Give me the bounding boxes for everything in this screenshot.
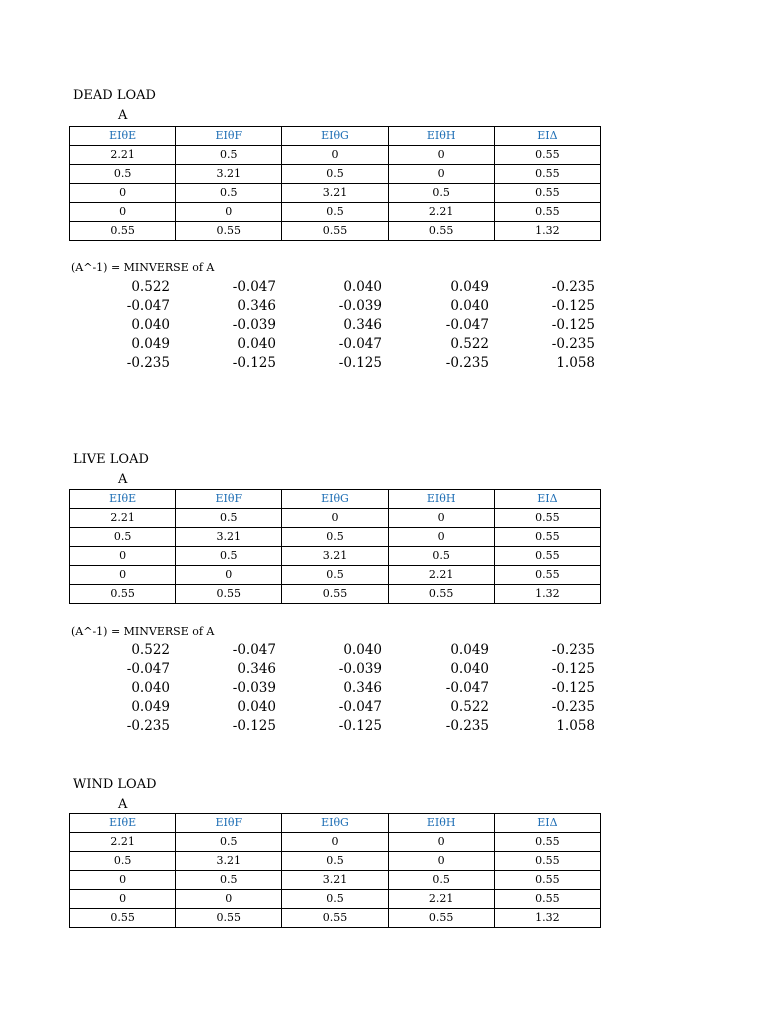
table-cell: 0.55: [176, 222, 282, 241]
table-cell: 1.32: [494, 585, 600, 604]
table-cell: 0.5: [282, 165, 388, 184]
inverse-value: -0.047: [338, 699, 382, 715]
inverse-label-live-load: (A^-1) = MINVERSE of A: [71, 625, 215, 638]
inverse-value: -0.047: [338, 336, 382, 352]
matrix-label-live-load: A: [118, 472, 128, 487]
table-cell: 3.21: [282, 547, 388, 566]
inverse-value: 1.058: [556, 718, 595, 734]
inverse-value: 0.040: [343, 279, 382, 295]
inverse-value: -0.125: [551, 661, 595, 677]
inverse-value: -0.125: [338, 718, 382, 734]
table-cell: 0.5: [388, 547, 494, 566]
table-row: [70, 852, 601, 871]
table-cell: 2.21: [388, 890, 494, 909]
table-cell: 0.5: [176, 184, 282, 203]
column-header: EIθH: [388, 814, 494, 833]
table-cell: 0.55: [494, 509, 600, 528]
inverse-value: 0.522: [450, 699, 489, 715]
table-row: [70, 909, 601, 928]
table-cell: 0: [176, 890, 282, 909]
table-cell: 2.21: [70, 146, 176, 165]
table-cell: 0.5: [176, 547, 282, 566]
inverse-value: -0.125: [551, 298, 595, 314]
column-header: EIθF: [176, 814, 282, 833]
table-cell: 0: [176, 203, 282, 222]
table-row: [70, 203, 601, 222]
table-row: [70, 871, 601, 890]
table-cell: 0.55: [494, 852, 600, 871]
inverse-row: [69, 278, 599, 297]
table-row: [70, 222, 601, 241]
table-cell: 0.55: [494, 203, 600, 222]
table-cell: 0.55: [494, 146, 600, 165]
column-header: EIθH: [388, 490, 494, 509]
table-row: [70, 165, 601, 184]
table-cell: 0.55: [388, 909, 494, 928]
inverse-value: 0.049: [450, 279, 489, 295]
table-cell: 0.55: [282, 585, 388, 604]
table-cell: 0.55: [494, 528, 600, 547]
table-cell: 3.21: [176, 528, 282, 547]
column-header: EIθG: [282, 127, 388, 146]
table-cell: 0: [388, 833, 494, 852]
table-cell: 3.21: [282, 871, 388, 890]
table-cell: 0: [70, 203, 176, 222]
inverse-value: -0.039: [232, 680, 276, 696]
inverse-row: [69, 297, 599, 316]
table-cell: 0.55: [282, 909, 388, 928]
inverse-row: [69, 316, 599, 335]
table-cell: 0: [282, 833, 388, 852]
inverse-value: 0.346: [343, 317, 382, 333]
table-cell: 0: [70, 547, 176, 566]
inverse-value: -0.235: [445, 355, 489, 371]
table-cell: 0.5: [70, 528, 176, 547]
inverse-value: 0.346: [237, 661, 276, 677]
table-cell: 0: [70, 184, 176, 203]
header-row: [70, 490, 601, 509]
header-row: [70, 814, 601, 833]
table-cell: 0.55: [176, 585, 282, 604]
matrix-table-live-load: [69, 489, 601, 604]
inverse-value: -0.125: [232, 355, 276, 371]
inverse-value: 0.346: [237, 298, 276, 314]
table-cell: 0.5: [70, 852, 176, 871]
table-cell: 0.5: [70, 165, 176, 184]
inverse-row: [69, 698, 599, 717]
table-row: [70, 146, 601, 165]
inverse-value: -0.125: [232, 718, 276, 734]
table-cell: 3.21: [282, 184, 388, 203]
table-cell: 1.32: [494, 909, 600, 928]
table-row: [70, 509, 601, 528]
inverse-row: [69, 660, 599, 679]
table-cell: 0.55: [494, 833, 600, 852]
column-header: EIΔ: [494, 490, 600, 509]
table-cell: 2.21: [70, 833, 176, 852]
inverse-value: 0.040: [131, 680, 170, 696]
inverse-value: 0.040: [237, 699, 276, 715]
inverse-value: -0.235: [551, 699, 595, 715]
column-header: EIθH: [388, 127, 494, 146]
inverse-row: [69, 354, 599, 373]
table-cell: 0.55: [494, 547, 600, 566]
inverse-value: -0.235: [551, 336, 595, 352]
table-cell: 0.55: [388, 222, 494, 241]
inverse-grid-live-load: [69, 641, 599, 736]
table-cell: 0.5: [282, 566, 388, 585]
table-row: [70, 528, 601, 547]
table-cell: 0.5: [176, 509, 282, 528]
column-header: EIΔ: [494, 127, 600, 146]
table-cell: 0.5: [282, 890, 388, 909]
matrix-label-wind-load: A: [118, 797, 128, 812]
table-cell: 0.55: [494, 165, 600, 184]
section-title-wind-load: WIND LOAD: [73, 777, 157, 792]
table-cell: 0: [388, 852, 494, 871]
table-cell: 0: [388, 528, 494, 547]
table-cell: 0.5: [176, 871, 282, 890]
table-cell: 0.5: [282, 528, 388, 547]
table-cell: 3.21: [176, 852, 282, 871]
inverse-value: 0.522: [450, 336, 489, 352]
inverse-grid-dead-load: [69, 278, 599, 373]
table-row: [70, 833, 601, 852]
inverse-value: -0.039: [232, 317, 276, 333]
table-cell: 0.55: [388, 585, 494, 604]
table-cell: 0.55: [494, 871, 600, 890]
table-cell: 0.55: [494, 566, 600, 585]
inverse-value: -0.047: [232, 642, 276, 658]
table-cell: 0.55: [70, 909, 176, 928]
table-cell: 0.55: [70, 585, 176, 604]
table-cell: 0.55: [176, 909, 282, 928]
table-row: [70, 585, 601, 604]
inverse-value: 0.522: [131, 642, 170, 658]
table-cell: 0.55: [494, 184, 600, 203]
table-cell: 0: [282, 146, 388, 165]
table-row: [70, 890, 601, 909]
table-cell: 0: [70, 890, 176, 909]
table-cell: 0.5: [282, 203, 388, 222]
section-title-dead-load: DEAD LOAD: [73, 88, 156, 103]
inverse-value: -0.235: [551, 642, 595, 658]
inverse-row: [69, 641, 599, 660]
table-row: [70, 184, 601, 203]
table-cell: 0: [176, 566, 282, 585]
inverse-value: 0.522: [131, 279, 170, 295]
table-cell: 0.5: [176, 833, 282, 852]
table-cell: 0.55: [494, 890, 600, 909]
table-cell: 2.21: [388, 203, 494, 222]
inverse-value: 0.040: [343, 642, 382, 658]
inverse-value: -0.047: [232, 279, 276, 295]
inverse-value: -0.235: [445, 718, 489, 734]
column-header: EIθE: [70, 127, 176, 146]
section-title-live-load: LIVE LOAD: [73, 452, 149, 467]
inverse-value: -0.039: [338, 661, 382, 677]
inverse-value: -0.047: [126, 661, 170, 677]
inverse-value: -0.039: [338, 298, 382, 314]
inverse-value: 0.346: [343, 680, 382, 696]
table-cell: 0.5: [388, 184, 494, 203]
table-cell: 2.21: [388, 566, 494, 585]
column-header: EIΔ: [494, 814, 600, 833]
column-header: EIθE: [70, 490, 176, 509]
table-cell: 0: [388, 509, 494, 528]
inverse-value: -0.125: [551, 317, 595, 333]
table-cell: 1.32: [494, 222, 600, 241]
column-header: EIθF: [176, 490, 282, 509]
inverse-value: -0.047: [126, 298, 170, 314]
table-cell: 2.21: [70, 509, 176, 528]
table-cell: 0.5: [388, 871, 494, 890]
table-row: [70, 547, 601, 566]
inverse-value: 1.058: [556, 355, 595, 371]
column-header: EIθG: [282, 814, 388, 833]
matrix-label-dead-load: A: [118, 108, 128, 123]
table-cell: 3.21: [176, 165, 282, 184]
table-cell: 0: [70, 871, 176, 890]
inverse-row: [69, 335, 599, 354]
header-row: [70, 127, 601, 146]
inverse-value: 0.040: [131, 317, 170, 333]
table-cell: 0: [388, 146, 494, 165]
inverse-value: -0.047: [445, 680, 489, 696]
inverse-value: -0.235: [126, 355, 170, 371]
table-cell: 0.55: [70, 222, 176, 241]
matrix-table-dead-load: [69, 126, 601, 241]
table-cell: 0: [388, 165, 494, 184]
inverse-row: [69, 679, 599, 698]
inverse-value: 0.049: [131, 699, 170, 715]
inverse-value: 0.040: [237, 336, 276, 352]
inverse-value: -0.235: [551, 279, 595, 295]
inverse-value: -0.125: [338, 355, 382, 371]
matrix-table-wind-load: [69, 813, 601, 928]
inverse-value: -0.047: [445, 317, 489, 333]
table-cell: 0.55: [282, 222, 388, 241]
inverse-label-dead-load: (A^-1) = MINVERSE of A: [71, 261, 215, 274]
inverse-value: 0.049: [131, 336, 170, 352]
inverse-value: 0.040: [450, 661, 489, 677]
column-header: EIθF: [176, 127, 282, 146]
inverse-value: -0.125: [551, 680, 595, 696]
table-cell: 0.5: [176, 146, 282, 165]
table-cell: 0: [282, 509, 388, 528]
table-row: [70, 566, 601, 585]
inverse-row: [69, 717, 599, 736]
table-cell: 0: [70, 566, 176, 585]
table-cell: 0.5: [282, 852, 388, 871]
inverse-value: -0.235: [126, 718, 170, 734]
column-header: EIθG: [282, 490, 388, 509]
inverse-value: 0.040: [450, 298, 489, 314]
inverse-value: 0.049: [450, 642, 489, 658]
column-header: EIθE: [70, 814, 176, 833]
